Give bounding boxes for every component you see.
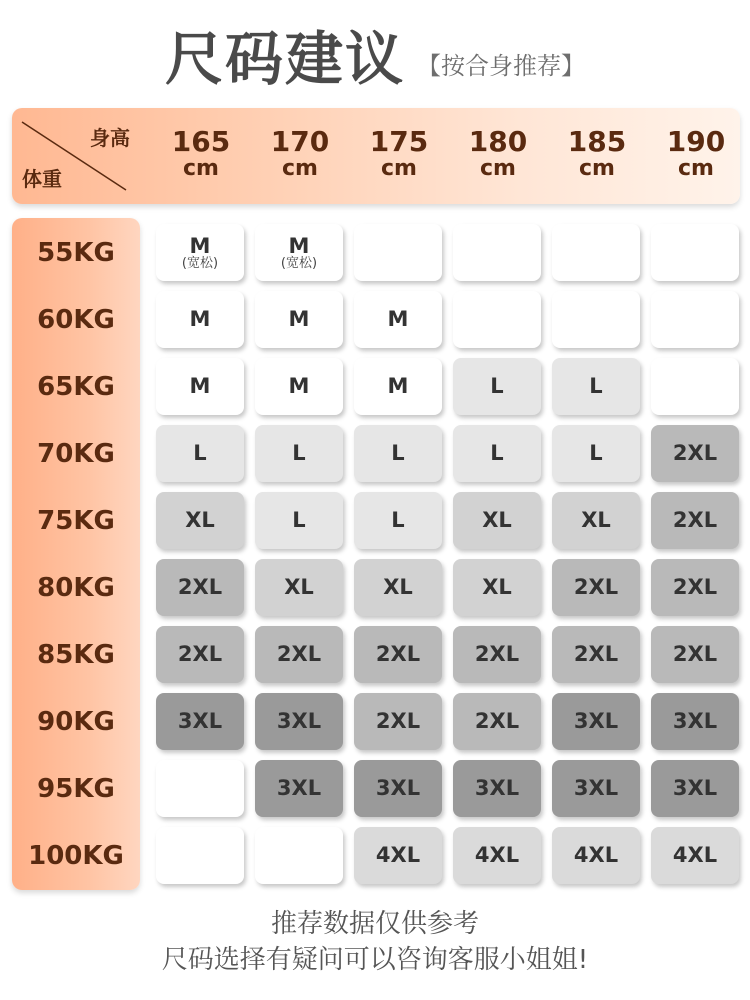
size-label: 2XL	[672, 508, 718, 533]
size-cell	[651, 224, 739, 281]
size-label: M	[189, 374, 211, 399]
size-label: 4XL	[672, 843, 718, 868]
size-label: XL	[482, 508, 512, 533]
height-unit: cm	[282, 156, 318, 181]
size-cell	[552, 425, 640, 482]
size-cell	[453, 358, 541, 415]
height-value: 190	[666, 125, 726, 158]
size-label: 2XL	[474, 709, 520, 734]
size-cell	[354, 492, 442, 549]
size-cell	[552, 358, 640, 415]
size-label: L	[193, 441, 207, 466]
title-row	[0, 14, 750, 94]
footer-line-2: 尺码选择有疑问可以咨询客服小姐姐!	[161, 945, 589, 975]
height-value: 180	[468, 125, 528, 158]
size-label: L	[292, 508, 306, 533]
size-cell	[552, 760, 640, 817]
height-header	[12, 108, 740, 204]
size-cell	[354, 760, 442, 817]
size-cell	[255, 626, 343, 683]
size-label: XL	[581, 508, 611, 533]
size-label: L	[490, 374, 504, 399]
size-label: 2XL	[276, 642, 322, 667]
size-cell	[255, 827, 343, 884]
weight-label-100KG: 100KG	[28, 841, 124, 871]
size-cell	[651, 559, 739, 616]
size-cell	[156, 559, 244, 616]
size-label: L	[589, 374, 603, 399]
size-cell	[651, 291, 739, 348]
size-cell	[156, 492, 244, 549]
size-label: 2XL	[177, 642, 223, 667]
size-cell	[255, 693, 343, 750]
size-label: 2XL	[375, 642, 421, 667]
page-title: 尺码建议	[164, 25, 405, 93]
size-cell	[453, 693, 541, 750]
size-cell	[453, 827, 541, 884]
size-cell	[453, 626, 541, 683]
weight-label-65KG: 65KG	[37, 372, 115, 402]
height-column-180	[453, 125, 543, 181]
footer-note	[0, 906, 750, 978]
size-cell	[255, 358, 343, 415]
size-cell	[453, 425, 541, 482]
size-label: M	[288, 374, 310, 399]
size-cell	[255, 425, 343, 482]
height-unit: cm	[480, 156, 516, 181]
weight-label-80KG: 80KG	[37, 573, 115, 603]
size-label: 3XL	[375, 776, 421, 801]
size-cell	[354, 827, 442, 884]
size-label: 3XL	[474, 776, 520, 801]
size-cell	[651, 827, 739, 884]
size-cell	[255, 224, 343, 281]
height-value: 165	[171, 125, 231, 158]
size-note: (宽松)	[280, 255, 318, 271]
size-cell	[552, 693, 640, 750]
size-cell	[354, 358, 442, 415]
weight-label-70KG: 70KG	[37, 439, 115, 469]
size-cell	[156, 827, 244, 884]
size-label: XL	[482, 575, 512, 600]
height-value: 170	[270, 125, 330, 158]
weight-label-85KG: 85KG	[37, 640, 115, 670]
size-cell	[552, 827, 640, 884]
size-label: M	[288, 307, 310, 332]
size-cell	[156, 425, 244, 482]
size-label: 4XL	[375, 843, 421, 868]
size-label: L	[589, 441, 603, 466]
size-label: M	[288, 233, 310, 258]
size-label: 3XL	[276, 776, 322, 801]
size-cell	[156, 626, 244, 683]
size-label: 2XL	[573, 642, 619, 667]
size-label: M	[189, 233, 211, 258]
size-cell	[354, 291, 442, 348]
size-label: 2XL	[177, 575, 223, 600]
height-column-190	[651, 125, 741, 181]
size-cell	[354, 559, 442, 616]
size-cell	[156, 291, 244, 348]
size-cell	[354, 224, 442, 281]
size-cell	[453, 760, 541, 817]
size-cell	[552, 626, 640, 683]
size-cell	[651, 358, 739, 415]
height-value: 175	[369, 125, 429, 158]
size-cell	[255, 492, 343, 549]
height-value: 185	[567, 125, 627, 158]
corner-cell	[12, 108, 142, 204]
size-cell	[255, 760, 343, 817]
weight-label-90KG: 90KG	[37, 707, 115, 737]
size-label: 2XL	[672, 441, 718, 466]
size-cell	[453, 559, 541, 616]
size-label: 3XL	[276, 709, 322, 734]
size-label: 2XL	[573, 575, 619, 600]
size-cell	[255, 291, 343, 348]
size-cell	[552, 559, 640, 616]
size-cell	[651, 425, 739, 482]
page-subtitle: 【按合身推荐】	[417, 51, 585, 80]
size-label: 2XL	[474, 642, 520, 667]
size-label: 2XL	[375, 709, 421, 734]
size-label: 4XL	[573, 843, 619, 868]
height-unit: cm	[381, 156, 417, 181]
size-cell	[156, 760, 244, 817]
size-cell	[354, 425, 442, 482]
size-label: L	[391, 441, 405, 466]
size-cell	[156, 693, 244, 750]
size-label: L	[292, 441, 306, 466]
size-cell	[255, 559, 343, 616]
size-cell	[552, 492, 640, 549]
size-cell	[651, 760, 739, 817]
height-column-170	[255, 125, 345, 181]
size-cell	[552, 291, 640, 348]
size-cell	[354, 626, 442, 683]
height-column-185	[552, 125, 642, 181]
corner-height-label: 身高	[90, 126, 130, 150]
size-cell	[453, 224, 541, 281]
size-cell	[552, 224, 640, 281]
size-cell	[453, 492, 541, 549]
size-label: M	[387, 307, 409, 332]
size-label: XL	[284, 575, 314, 600]
size-label: 4XL	[474, 843, 520, 868]
size-label: 2XL	[672, 575, 718, 600]
size-cell	[354, 693, 442, 750]
height-unit: cm	[678, 156, 714, 181]
size-label: 3XL	[177, 709, 223, 734]
size-cell	[651, 626, 739, 683]
height-column-175	[354, 125, 444, 181]
size-label: 2XL	[672, 642, 718, 667]
size-cell	[156, 358, 244, 415]
size-label: 3XL	[573, 709, 619, 734]
size-label: 3XL	[672, 709, 718, 734]
size-label: M	[189, 307, 211, 332]
size-cell	[156, 224, 244, 281]
corner-weight-label: 体重	[22, 167, 62, 191]
height-column-165	[156, 125, 246, 181]
size-note: (宽松)	[181, 255, 219, 271]
size-label: 3XL	[672, 776, 718, 801]
size-cell	[651, 492, 739, 549]
size-label: XL	[185, 508, 215, 533]
height-unit: cm	[579, 156, 615, 181]
weight-label-55KG: 55KG	[37, 238, 115, 268]
size-label: XL	[383, 575, 413, 600]
size-cell	[651, 693, 739, 750]
weight-label-60KG: 60KG	[37, 305, 115, 335]
size-cell	[453, 291, 541, 348]
height-unit: cm	[183, 156, 219, 181]
weight-column	[12, 218, 140, 890]
size-label: M	[387, 374, 409, 399]
size-label: L	[391, 508, 405, 533]
size-label: 3XL	[573, 776, 619, 801]
weight-label-75KG: 75KG	[37, 506, 115, 536]
footer-line-1: 推荐数据仅供参考	[270, 909, 479, 939]
weight-label-95KG: 95KG	[37, 774, 115, 804]
size-label: L	[490, 441, 504, 466]
